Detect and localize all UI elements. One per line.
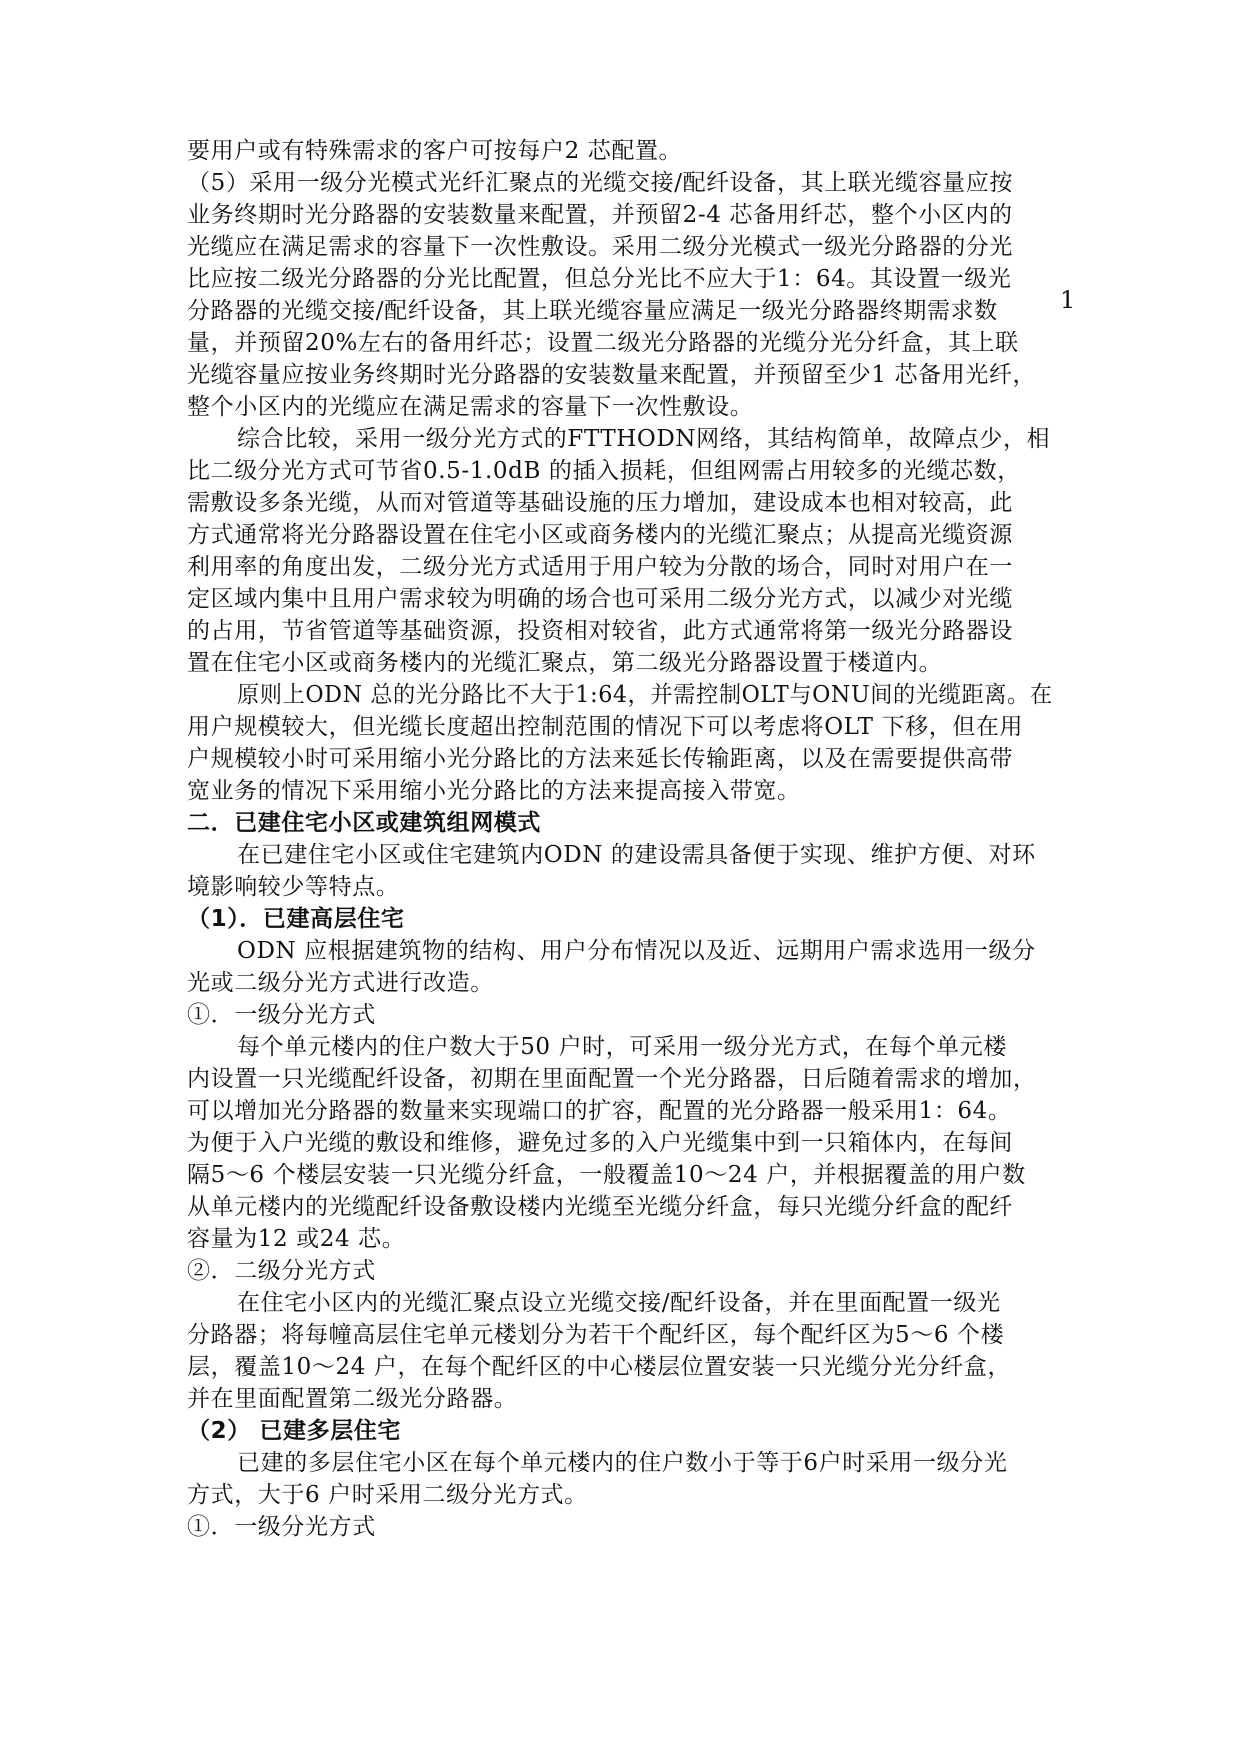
text-line: 置在住宅小区或商务楼内的光缆汇聚点，第二级光分路器设置于楼道内。 <box>187 650 943 676</box>
page-number: 1 <box>1060 286 1076 314</box>
text-line: 可以增加光分路器的数量来实现端口的扩容，配置的光分路器一般采用1：64。 <box>187 1098 1012 1124</box>
text-line: 整个小区内的光缆应在满足需求的容量下一次性敷设。 <box>187 394 754 420</box>
list-item-heading: ①．一级分光方式 <box>187 1002 376 1028</box>
text-line: 业务终期时光分路器的安装数量来配置，并预留2-4 芯备用纤芯，整个小区内的 <box>187 202 1013 228</box>
text-line: 用户规模较大，但光缆长度超出控制范围的情况下可以考虑将OLT 下移，但在用 <box>187 714 1024 740</box>
text-line: 从单元楼内的光缆配纤设备敷设楼内光缆至光缆分纤盒，每只光缆分纤盒的配纤 <box>187 1194 1013 1220</box>
text-line: 户规模较小时可采用缩小光分路比的方法来延长传输距离，以及在需要提供高带 <box>187 746 1013 772</box>
text-line: 隔5～6 个楼层安装一只光缆分纤盒，一般覆盖10～24 户，并根据覆盖的用户数 <box>187 1162 1026 1188</box>
text-line: （5）采用一级分光模式光纤汇聚点的光缆交接/配纤设备，其上联光缆容量应按 <box>187 170 1013 196</box>
subsection-heading: （2） 已建多层住宅 <box>187 1418 402 1444</box>
text-line: 比二级分光方式可节省0.5-1.0dB 的插入损耗，但组网需占用较多的光缆芯数， <box>187 458 1021 484</box>
text-line: 为便于入户光缆的敷设和维修，避免过多的入户光缆集中到一只箱体内，在每间 <box>187 1130 1013 1156</box>
list-item-heading: ②．二级分光方式 <box>187 1258 376 1284</box>
text-line: 境影响较少等特点。 <box>187 874 400 900</box>
text-line: 内设置一只光缆配纤设备，初期在里面配置一个光分路器，日后随着需求的增加， <box>187 1066 1037 1092</box>
list-item-heading: ①．一级分光方式 <box>187 1514 376 1540</box>
text-line: 光缆应在满足需求的容量下一次性敷设。采用二级分光模式一级光分路器的分光 <box>187 234 1013 260</box>
paragraph-first-line: 原则上ODN 总的光分路比不大于1:64，并需控制OLT与ONU间的光缆距离。在 <box>237 682 1053 708</box>
paragraph-first-line: ODN 应根据建筑物的结构、用户分布情况以及近、远期用户需求选用一级分 <box>237 938 1036 964</box>
paragraph-first-line: 已建的多层住宅小区在每个单元楼内的住户数小于等于6户时采用一级分光 <box>237 1450 1008 1476</box>
text-line: 方式通常将光分路器设置在住宅小区或商务楼内的光缆汇聚点；从提高光缆资源 <box>187 522 1013 548</box>
paragraph-first-line: 在已建住宅小区或住宅建筑内ODN 的建设需具备便于实现、维护方便、对环 <box>237 842 1036 868</box>
text-line: 分路器的光缆交接/配纤设备，其上联光缆容量应满足一级光分路器终期需求数 <box>187 298 998 324</box>
text-line: 量，并预留20%左右的备用纤芯；设置二级光分路器的光缆分光分纤盒，其上联 <box>187 330 1019 356</box>
text-line: 层，覆盖10～24 户，在每个配纤区的中心楼层位置安装一只光缆分光分纤盒， <box>187 1354 1012 1380</box>
text-line: 利用率的角度出发，二级分光方式适用于用户较为分散的场合，同时对用户在一 <box>187 554 1013 580</box>
paragraph-first-line: 综合比较，采用一级分光方式的FTTHODN网络，其结构简单，故障点少，相 <box>237 426 1051 452</box>
text-line: 并在里面配置第二级光分路器。 <box>187 1386 518 1412</box>
text-line: 需敷设多条光缆，从而对管道等基础设施的压力增加，建设成本也相对较高，此 <box>187 490 1013 516</box>
text-line: 方式，大于6 户时采用二级分光方式。 <box>187 1482 588 1508</box>
text-line: 分路器；将每幢高层住宅单元楼划分为若干个配纤区，每个配纤区为5～6 个楼 <box>187 1322 1005 1348</box>
paragraph-first-line: 在住宅小区内的光缆汇聚点设立光缆交接/配纤设备，并在里面配置一级光 <box>237 1290 1001 1316</box>
text-line: 定区域内集中且用户需求较为明确的场合也可采用二级分光方式，以减少对光缆 <box>187 586 1013 612</box>
text-line: 光或二级分光方式进行改造。 <box>187 970 494 996</box>
text-line: 的占用，节省管道等基础资源，投资相对较省，此方式通常将第一级光分路器设 <box>187 618 1013 644</box>
text-line: 容量为12 或24 芯。 <box>187 1226 406 1252</box>
subsection-heading: （1）．已建高层住宅 <box>187 906 405 932</box>
text-line: 要用户或有特殊需求的客户可按每户2 芯配置。 <box>187 138 683 164</box>
text-line: 光缆容量应按业务终期时光分路器的安装数量来配置，并预留至少1 芯备用光纤， <box>187 362 1037 388</box>
paragraph-first-line: 每个单元楼内的住户数大于50 户时，可采用一级分光方式，在每个单元楼 <box>237 1034 1007 1060</box>
section-heading: 二．已建住宅小区或建筑组网模式 <box>187 810 541 836</box>
text-line: 比应按二级光分路器的分光比配置，但总分光比不应大于1：64。其设置一级光 <box>187 266 1012 292</box>
text-line: 宽业务的情况下采用缩小光分路比的方法来提高接入带宽。 <box>187 778 801 804</box>
